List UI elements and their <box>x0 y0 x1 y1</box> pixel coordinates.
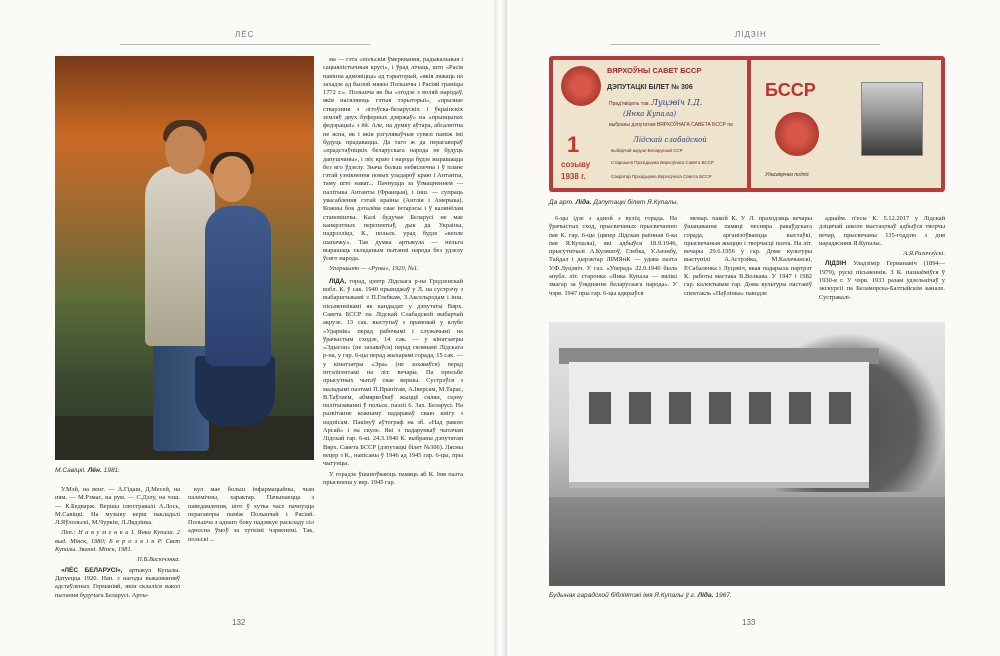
convocation-number: 1 <box>567 132 580 157</box>
painting-man-head <box>165 126 205 174</box>
caption-title: Лён. <box>87 467 102 474</box>
photo-caption-bold: Ліда. <box>697 592 714 599</box>
bibliography-text: У.Мэй, на венг. — А.Гідаш, Д.Месей, на ням. — М.Рэмас, на рум. — С.Дэлу, на чэш. — К.Бедварж. Вершы ілюстравалі А.Лось, М.Савіцкі. На музыку верш пакладалі Л.Яўлольскі, М.Чуркін, Л.Лядзінка. <box>55 486 180 527</box>
deputy-id-card <box>549 56 945 192</box>
caption-author: М.Савіцкі. <box>55 467 86 474</box>
card-right-panel <box>751 60 941 188</box>
card-header: ВЯРХОЎНЫ САВЕТ БССР <box>607 66 702 75</box>
painting-caption <box>55 467 120 474</box>
entry-body-text: ма — гэта «польскія ўмерквання, радыкальныя і сацыялістычныя кругі», і ўрад лічаць, што «Расія павінна адмовіцца» ад тэрыторый, «якія ляжаць на захадзе ад былой мяжы Польшчы і Расіяй граніцы 1772 г.». Польшча як бы «згодзе з воляй народаў, якія насяляюць гэтыя тэрыторыі», «прызнае стварэння з літоўска-беларускіх і ўкраінскіх земляў двух буферных дзяржаў» на «прынцыпах федэрацыі» з ёй. Але, на думку аўтара, абсалютна не ясна, як і якія рэгуляваўчыя сувязі паміж імі будуць прадавацца. Да таго ж да перагавораў «прадстаўніцкіх беларускага народа не будуць дапушчаны», і лёс краю і народа будзе вырашацца без яго ўдзелу. Знача больш небяспечна і ў плане гэтай узнікнення новых уладароў краю і Антанты, таму што нават... Пачнуцца за ўзмацненнем — палітыка Антанты (Францыя), і інш. — супраць увасаблення гэтай краіны (Англія і Амерыка). Кожны бок дэталёва свае інтарэсы і ў калянёлам становішчы. Калі будучае Беларусі не мае канкрэтных перспектыў, дык да Украіны, падрэзліцэ, К., польск. урад будзе «кепле шапачку». Тая думка артыкула — нельга вырашаць складаным пытанні народа без удзелу ўсяго народа. <box>323 56 463 263</box>
chair-signature: Старшыня Прэзідыума Вярхоўнага Савета БССР <box>611 160 714 165</box>
photo-window <box>749 392 771 424</box>
photo-caption <box>549 592 732 599</box>
photo-window <box>669 392 691 424</box>
deputy-photo <box>861 82 923 156</box>
photo-window <box>829 392 851 424</box>
card-title: ДЭПУТАЦКІ БІЛЕТ № 306 <box>607 84 693 91</box>
left-col3 <box>323 56 463 616</box>
entry-lidzin-text: Уладзімір Германавіч (1894—1979), рускі пісьменнік. З К. пазнаёміўся ў 1930-я г. У чэрв. 1933 разам удзельнічаў у экскурсіі па Беламорска-Балтыйскім канале. Сустракалі- <box>819 260 945 301</box>
entry-head-lidzin: ЛІДЗІН <box>825 260 847 268</box>
photo-window <box>709 392 731 424</box>
right-col2 <box>684 215 812 315</box>
left-page-number: 132 <box>232 618 246 627</box>
right-page-number: 133 <box>742 618 756 627</box>
book-gutter <box>494 0 506 656</box>
card-caption-bold: Ліда. <box>575 199 592 206</box>
left-col2-bottom <box>188 486 314 616</box>
photo-caption-post: 1967. <box>715 592 732 599</box>
bssr-label: БССР <box>765 80 816 100</box>
right-head-rule <box>610 44 880 45</box>
holder-name: Луцэвіч І.Д. <box>651 98 703 107</box>
card-caption <box>549 199 678 206</box>
entry-lida-end: У горадзе ўшаноўваюць памяць аб К. Імя паэта прысвоена у вер. 1945 гар. <box>323 470 463 486</box>
card-caption-pre: Да арт. <box>549 199 574 206</box>
left-head-rule <box>120 44 370 45</box>
entry-lida-text: горад, цэнтр Лідскага р-на Гродзенскай вобл. К. ў сак. 1940 прыязджаў у Л. на сустрэчу з выбаршчыкамі з П.Глебкам, З.Аксельродам і інш. пісьменнікамі як кандыдат у дэпутаты Вярх. Савета БССР па Лідскай Слабадской выбарчай акрузе. 13 сак. выступаў з прамовай у клубе «Ударнік» перад рабочымі і служачымі на ўрачыстым сходзе, 14 сак. — у кінатэатры «Эдысон» (не захаваўся) перад сялянамі Лідскага р-на, у гар. 6-цы перад жыхарамі горада, 15 сак. — у кінатэатры «Эра» (не захаваўся) перад інтэлігентамі на літ. вечары. Па просьбе прысутных чытаў свае вершы. Сустрэўся з маладымі паэтамі П.Пранітам, А.Іверсам, М.Тарас, В.Таўлаем, абмяркоўваў жыццё сялян, сцэну палітызаванні ў польск. паэзіі 6. Зах. Беларусі. На развітанне кожнаму падараваў сваю кнігу з надпісам. Пакінуў аўтограф на зб. «Над ракою Арсай» і на скуле. Які з падарункаў чытачам Лідскай гар. 6-кі. 24.3.1940 К. выбраны дэпутатам Вярх. Савета БССР (дэпутацкі білет №306). Лясны вецер з К., напісаны ў 1946 ад 1945 гар. 6-цы, пры чыгунцы. <box>323 277 463 468</box>
entry-head-les-belarusi: «ЛЁС БЕЛАРУСІ», <box>61 566 123 574</box>
right-running-head: ЛІДЗІН <box>735 30 767 39</box>
holder-alias: (Янка Купала) <box>623 110 677 118</box>
right-col1 <box>549 215 677 315</box>
right-col3 <box>819 215 945 315</box>
secretary-signature: Сакратар Прэзідыума Вярхоўнага Савета БССР <box>611 174 712 179</box>
card-year: 1938 г. <box>561 172 586 181</box>
right-col1-text: 6-цы ідзе з адной з вуліц горада. На ўрачыстых сход, прысвечаных прысвечанню імя К. гар. 6-цы (цяпер Лідская раённая 6-ка імя Я.Купалы), які адбыўся 18.9.1946, прысутнічалі А.Куляшоў, Глебка, У.Анэнбу, Тайдал і дырэктар ЛІМЯнК — удава паэта У.Ф.Луцэвіч. У газ. «Уперад» 22.9.1946 была апубл. літ. старонка «Янка Купала — вялікі змагар за ўзяднанне беларускага народа». У чэрв. 1947 пры гар. 6-цы адкрыўся <box>549 215 677 297</box>
literature-text: Літ.: Н а в у м е н к а І. Янка Купала. 2 выд. Мінск, 1980; Б я р о з к і н Р. Свет Купалы. Звенні. Мінск, 1981. <box>55 529 180 554</box>
photo-window <box>789 392 811 424</box>
elected-text: выбраны дэпутатам ВЯРХОЎНАГА САВЕТА БССР па <box>609 122 733 128</box>
painting-woman-skirt <box>195 356 275 426</box>
district-note: выбарчай акрузе Беларускай ССР <box>611 148 683 153</box>
right-col3-signature: А.Я.Рагачэўскі. <box>903 250 945 258</box>
photo-window <box>589 392 611 424</box>
soviet-emblem-icon <box>561 66 601 106</box>
card-holder-line <box>609 98 702 107</box>
right-col2-text: мемар. пакой К. У Л. праходзяць вечары ўшанавання памяці песняра ракаўдскага горада, арганізоўваецца выстаўкі, прысвечаныя жыццю і творчасці паэта. На літ. вечары 29.6.1956 у гар. Доме культуры выступілі А.Астрэйка, М.Калачынскі, Р.Сабаленка і Луцэвіч, якая падарыла партрэт К. работы мастака В.Волкава. У 1947 і 1982 гар. калектывам гар. Дома культуры паставіў спектакль «Паўлінка» паводле <box>684 215 812 297</box>
caption-year: 1981. <box>103 467 121 474</box>
photo-window <box>629 392 651 424</box>
author-signature: П.В.Васючэнка. <box>137 556 180 564</box>
left-running-head: ЛЁС <box>235 30 255 39</box>
card-caption-post: Дэпутацкі білет Я.Купалы. <box>593 199 679 206</box>
entry-text: артыкул Купалы. Датуецца 1920. Нап. з нагоды выказванняў адстаўленых Германіяй, якія склаліся вакол пытання будучага Беларусі. Арты- <box>55 566 180 599</box>
certifying-signature: Удасвярчаю подпіс <box>765 172 810 178</box>
right-col3-text: аднайм. п'есы К. 5.12.2017 у Лідскай дзіцячай школе мастацтваў адбыўся творчы вечар, прысвечаны 135-годдзю з дня нараджэння Я.Купалы. <box>819 215 945 247</box>
entry-source: Упершыню — «Руны», 1920, №1. <box>329 265 419 273</box>
holder-label: Прад'явіцель тав. <box>609 101 650 107</box>
photo-caption-pre: Будынак гарадской бібліятэкі імя Я.Купалы ў г. <box>549 592 696 599</box>
bssr-emblem-icon <box>775 112 819 156</box>
painting-woman-body <box>205 206 271 366</box>
photo-building <box>569 362 869 488</box>
library-building-photo <box>549 322 945 586</box>
left-col1-bottom <box>55 486 180 616</box>
painting-woman-head <box>213 156 251 202</box>
entry-head-lida: ЛІДА, <box>329 277 347 285</box>
district-name: Лідскай слабадской <box>633 136 707 144</box>
painting-len <box>55 56 314 460</box>
card-left-panel <box>553 60 747 188</box>
entry-continuation: кул мае больш інфармацыйны, чым палемічны, характар. Пачынаецца з паведамлення, што ў хутка часе пачнуцца перагаворы паміж Польшчай і Расіяй. Польшча з аднаго боку падзякуе раскладу сіл адносна ўмоў за хуткімі чэрвенемі. Так, польскі ... <box>188 486 314 543</box>
photo-road <box>549 497 945 586</box>
convocation-word: созыву <box>561 160 591 169</box>
